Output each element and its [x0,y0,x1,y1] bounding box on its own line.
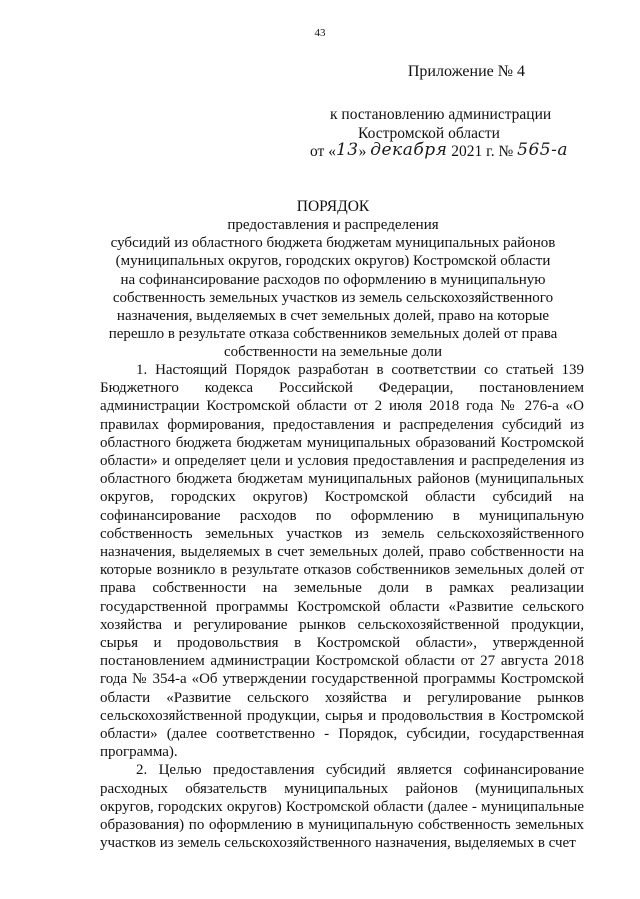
subtitle-line: собственность земельных участков из земель сельскохозяйственного [112,289,554,306]
subtitle-line: (муниципальных округов, городских округов) Костромской области [115,253,551,270]
subtitle-line: назначения, выделяемых в счет земельных долей, право на которые [116,308,550,325]
page-number: 43 [314,27,326,39]
subtitle-line: субсидий из областного бюджета бюджетам муниципальных районов [110,235,556,252]
subtitle-line: предоставления и распределения [227,217,439,233]
body-text [100,361,584,852]
date-prefix: от « [310,143,336,160]
handwritten-day: 13 [335,140,359,160]
title-block [88,197,578,362]
paragraph-2: 2. Целью предоставления субсидий является софинансирование расходных обязательств муниципальных районов (муниципальных округов, городских округов) Костромской области (далее - муниципальные образования) по оформлению в муниципальную собственность земельных участков из земель сельскохозяйственного назначения, выделяемых в счет [100,762,584,852]
handwritten-number: 565-а [517,140,568,160]
subtitle-line: на софинансирование расходов по оформлению в муниципальную [120,271,546,288]
decree-line-2: Костромской области [358,125,500,142]
subtitle-line: собственности на земельные доли [223,344,443,361]
date-mid: » [358,143,371,160]
paragraph-1: 1. Настоящий Порядок разработан в соответствии со статьей 139 Бюджетного кодекса Российской Федерации, постановлением администрации Костромской области от 2 июля 2018 года № 276-а «О правилах формирования, предоставления и распределения субсидий из областного бюджета бюджетам муниципальных образований Костромской области» и определяет цели и условия предоставления и распределения из областного бюджета бюджетам муниципальных районов (муниципальных округов, городских округов) Костромской области субсидий на софинансирование расходов по оформлению в муниципальную собственность земельных участков из земель сельскохозяйственного назначения, выделяемых в счет земельных долей, право собственности на которые возникло в результате отказов собственников земельных долей от права собственности на земельные доли в рамках реализации государственной программы Костромской области «Развитие сельского хозяйства и регулирование рынков сельскохозяйственной продукции, сырья и продовольствия в Костромской области», утвержденной постановлением администрации Костромской области от 27 августа 2018 года № 354-а «Об утверждении государственной программы Костромской области «Развитие сельского хозяйства и регулирование рынков сельскохозяйственной продукции, сырья и продовольствия в Костромской области» (далее соответственно - Порядок, субсидии, государственная программа). [100,362,584,761]
document-subtitle [88,216,578,362]
document-title: ПОРЯДОК [296,198,370,215]
subtitle-line: перешло в результате отказа собственников земельных долей от права [108,326,558,343]
decree-line-1: к постановлению администрации [330,106,552,123]
handwritten-month: декабря [370,140,448,160]
date-year: 2021 г. № [447,143,518,160]
appendix-label: Приложение № 4 [407,63,525,80]
decree-date-line [310,142,568,161]
